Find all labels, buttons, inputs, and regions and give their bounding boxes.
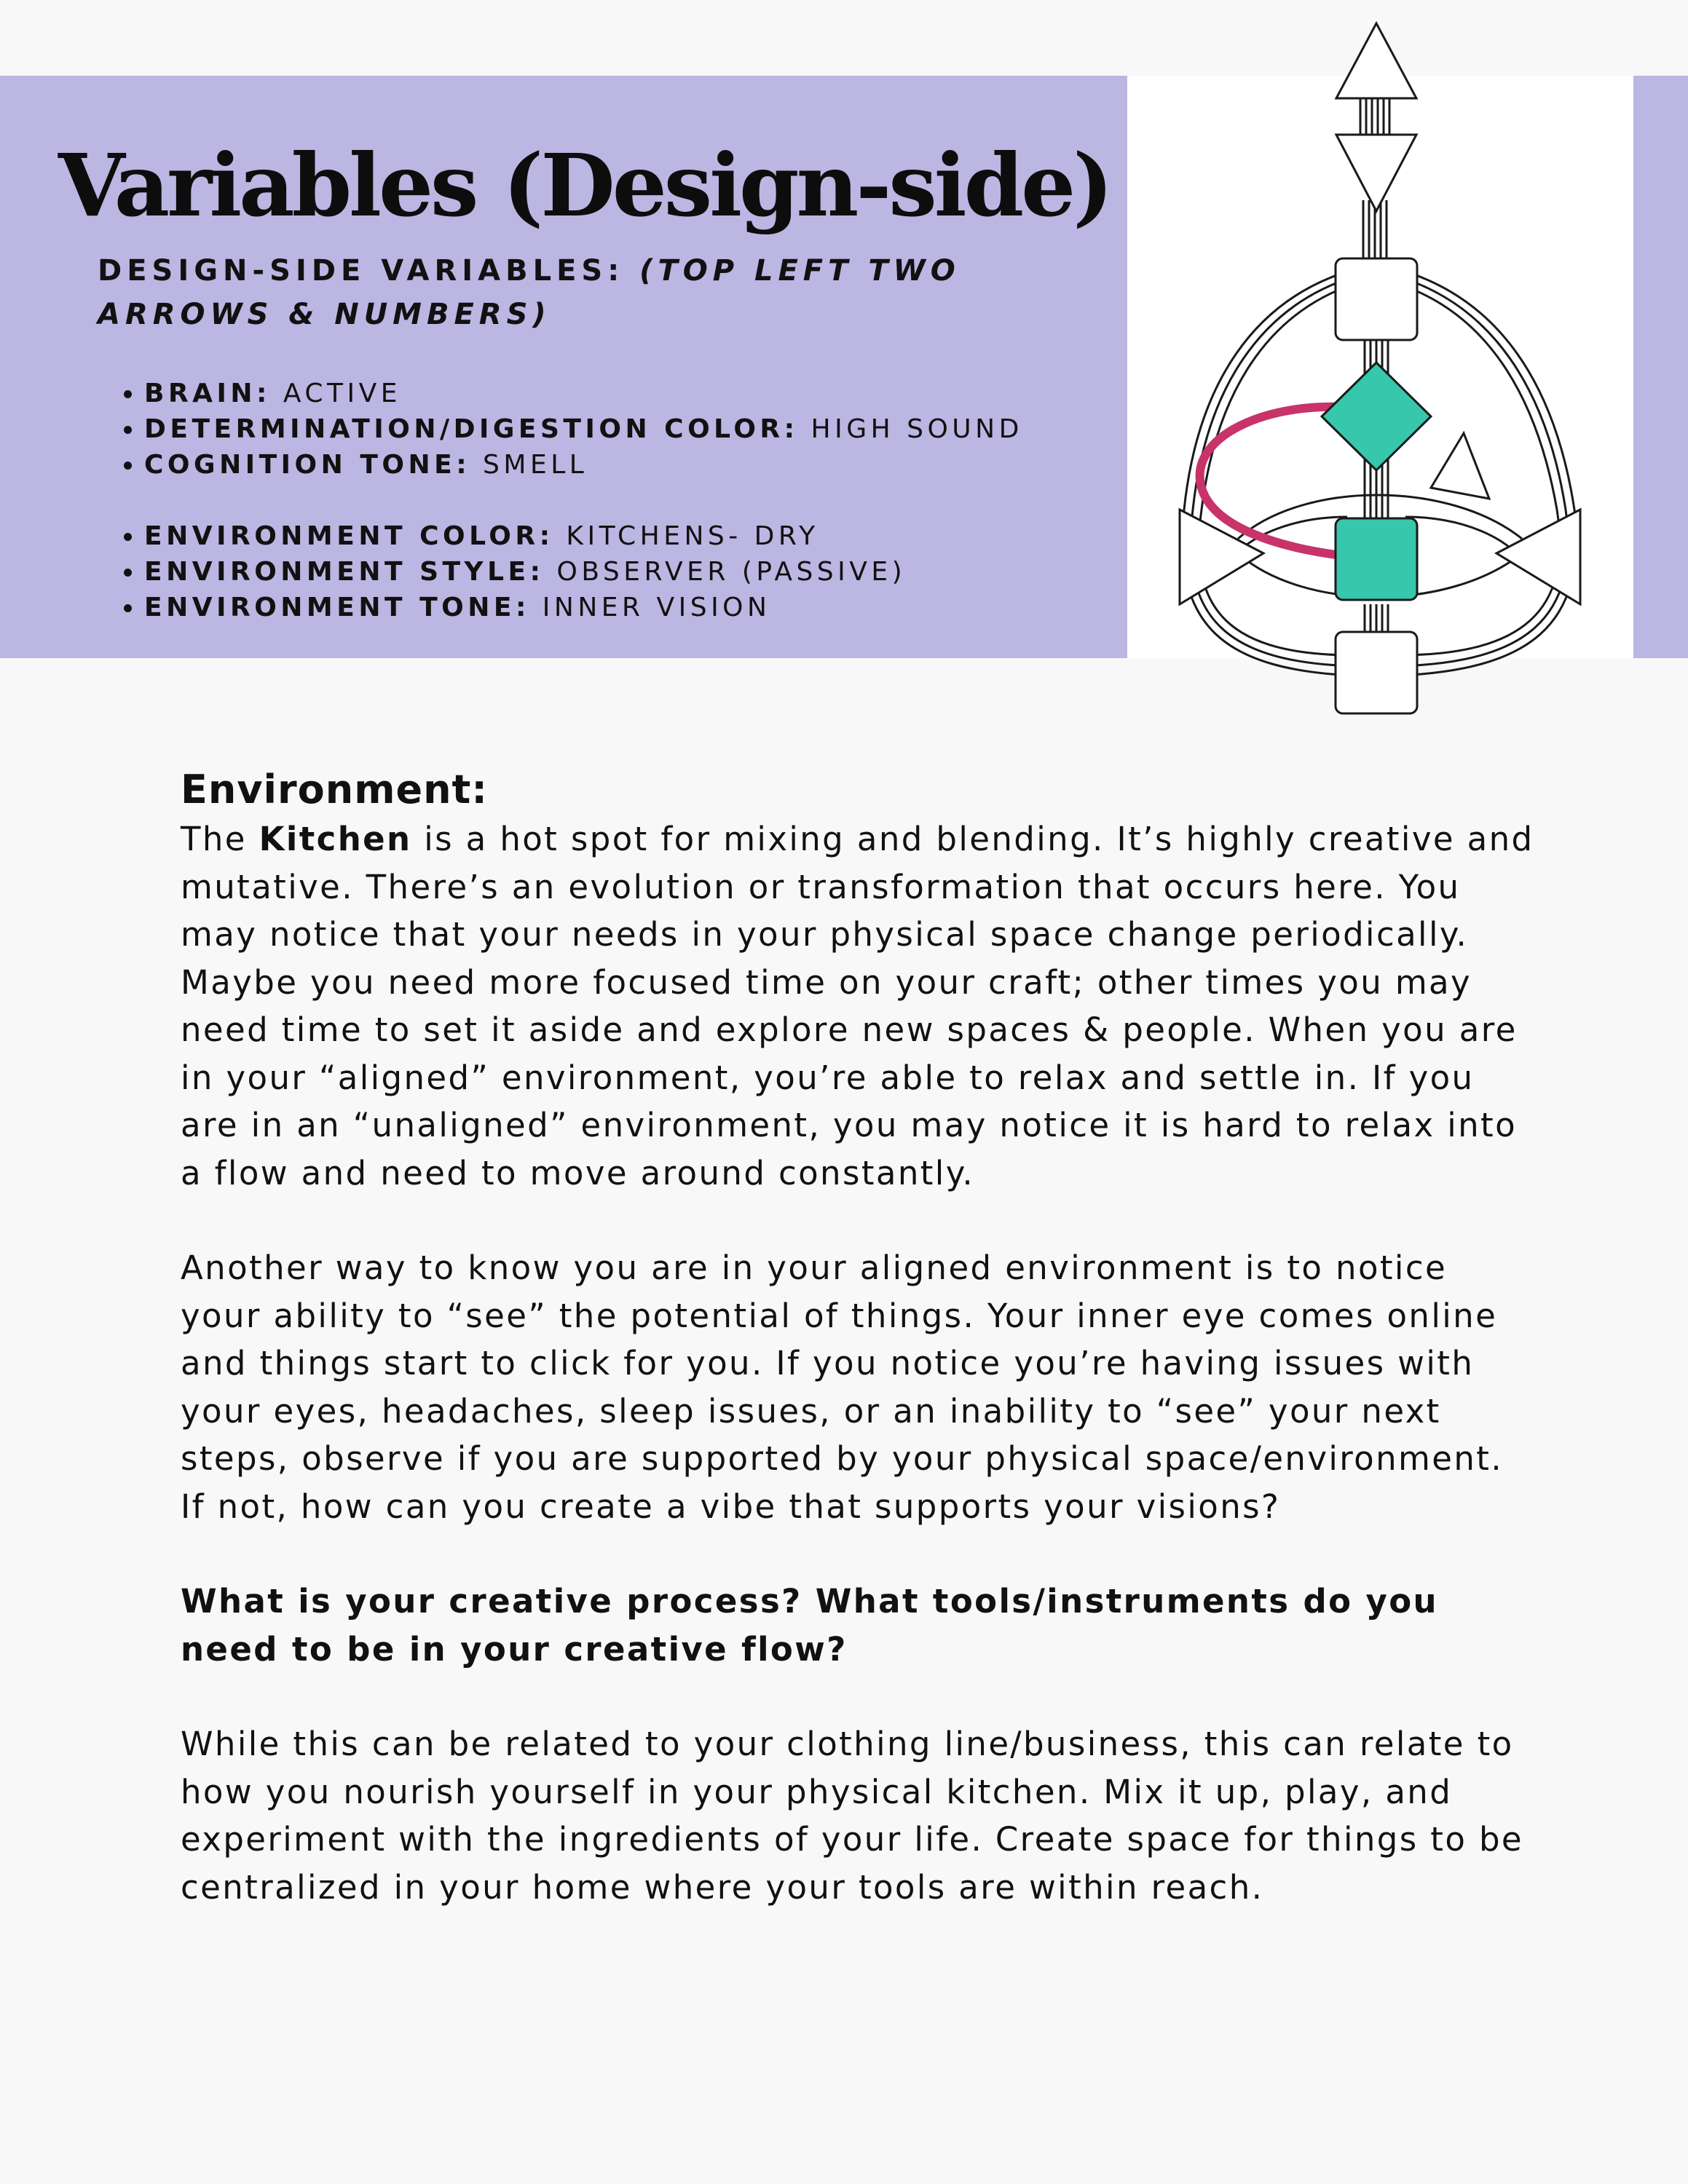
kitchen-nourish-paragraph: While this can be related to your clothing line/business, this can relate to how you nourish yourself in your physical kitchen. Mix it up, play, and experiment with the ingredients of your life. Create space for things to be centralized in your home where your tools are within reach. xyxy=(181,1725,1524,1907)
subtitle-main: DESIGN-SIDE VARIABLES: xyxy=(98,254,640,288)
throat-center-icon xyxy=(1336,258,1417,340)
variable-key: ENVIRONMENT STYLE: xyxy=(144,557,545,587)
page-subtitle xyxy=(98,249,1059,336)
variable-key: COGNITION TONE: xyxy=(144,450,471,480)
head-center-icon xyxy=(1336,23,1416,98)
variable-item-brain xyxy=(144,376,1023,411)
design-variables-list xyxy=(109,376,1023,483)
environment-variables-list xyxy=(109,518,906,625)
spleen-center-icon xyxy=(1180,510,1263,604)
sacral-center-icon xyxy=(1336,518,1417,600)
variable-value: KITCHENS- DRY xyxy=(553,521,819,551)
variable-key: DETERMINATION/DIGESTION COLOR: xyxy=(144,414,799,444)
variable-key: ENVIRONMENT COLOR: xyxy=(144,521,554,551)
header-band-edge xyxy=(1633,76,1688,658)
g-center-icon xyxy=(1322,363,1431,470)
heart-center-icon xyxy=(1431,433,1489,499)
variable-item-determination xyxy=(144,411,1023,447)
variable-item-environment-tone xyxy=(144,590,906,625)
variable-key: ENVIRONMENT TONE: xyxy=(144,593,530,622)
bodygraph-diagram xyxy=(1158,15,1609,721)
ajna-center-icon xyxy=(1336,135,1416,211)
variable-value: HIGH SOUND xyxy=(798,414,1023,444)
variable-key: BRAIN: xyxy=(144,379,271,408)
paragraph-lead: The xyxy=(181,820,259,858)
variable-value: OBSERVER (PASSIVE) xyxy=(544,557,907,587)
variable-item-cognition xyxy=(144,447,1023,483)
variable-value: SMELL xyxy=(470,450,588,480)
variable-item-environment-color xyxy=(144,518,906,554)
variable-value: ACTIVE xyxy=(270,379,402,408)
page-title: Variables (Design-side) xyxy=(58,135,1111,236)
subtitle-paren: (TOP LEFT TWO ARROWS & NUMBERS) xyxy=(98,254,961,331)
paragraph-rest: is a hot spot for mixing and blending. It’s highly creative and mutative. There’s an evolution or transformation that occurs here. You may notice that your needs in your physical space change periodically. Maybe you need more focused time on your craft; other times you may need time to set it aside and explore new spaces & people. When you are in your “aligned” environment, you’re able to relax and settle in. If you are in an “unaligned” environment, you may notice it is hard to relax into a flow and need to move around constantly. xyxy=(181,820,1534,1192)
variable-value: INNER VISION xyxy=(529,593,771,622)
aligned-environment-paragraph: Another way to know you are in your aligned environment is to notice your ability to “see” the potential of things. Your inner eye comes online and things start to click for you. If you notice you’re having issues with your eyes, headaches, sleep issues, or an inability to “see” your next steps, observe if you are supported by your physical space/environment. If not, how can you create a vibe that supports your visions? xyxy=(181,1249,1504,1526)
root-center-icon xyxy=(1336,632,1417,713)
variable-item-environment-style xyxy=(144,554,906,590)
kitchen-term: Kitchen xyxy=(259,820,412,858)
creative-process-question: What is your creative process? What tools/instruments do you need to be in your creative flow? xyxy=(181,1582,1438,1669)
environment-paragraph xyxy=(181,815,1535,1197)
main-content xyxy=(181,764,1535,1911)
environment-heading: Environment: xyxy=(181,767,488,812)
solar-plexus-center-icon xyxy=(1496,510,1580,604)
